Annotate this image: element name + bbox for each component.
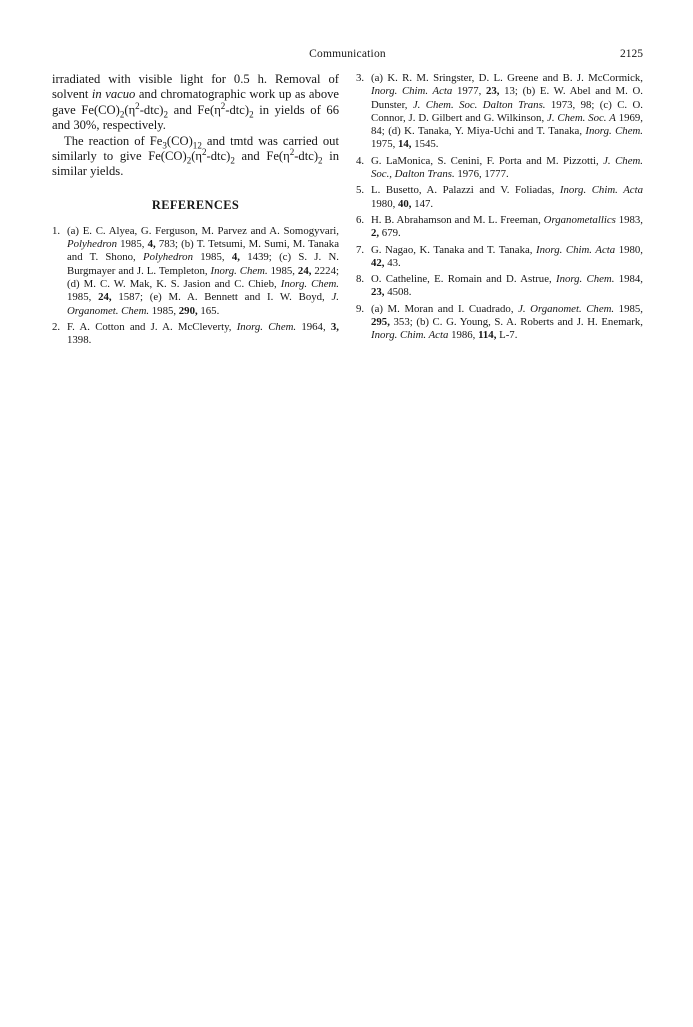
text-run: 114, xyxy=(478,329,497,342)
text-run: 23, xyxy=(485,85,500,98)
right-column xyxy=(356,72,643,346)
text-run: L-7. xyxy=(496,329,518,342)
text-run: (a) E. C. Alyea, G. Ferguson, M. Parvez and A. Somogyvari, xyxy=(67,224,339,237)
text-run: (CO) xyxy=(166,133,193,148)
reference-item xyxy=(356,244,643,271)
text-run: 43. xyxy=(384,256,401,269)
text-run: -dtc) xyxy=(206,149,231,164)
text-run: and Fe(η xyxy=(168,102,221,117)
text-run: 4508. xyxy=(384,286,412,299)
reference-item xyxy=(356,273,643,300)
text-run: 290, xyxy=(178,304,198,317)
text-run: 4, xyxy=(147,238,156,251)
text-run: Polyhedron xyxy=(143,251,193,264)
reference-item xyxy=(356,214,643,241)
reference-number: 1. xyxy=(52,224,61,237)
text-run: and tmtd was carried out similarly to give Fe(CO) xyxy=(52,133,339,164)
text-run: (a) M. Moran and I. Cuadrado, xyxy=(371,302,519,315)
text-run: 1964, xyxy=(296,320,331,333)
text-run: 2 xyxy=(135,100,140,111)
text-run: -dtc) xyxy=(225,102,250,117)
text-run: 2 xyxy=(202,146,207,157)
text-run: and chromatographic work up as above gave Fe(CO) xyxy=(52,87,340,117)
text-run: 295, xyxy=(371,316,390,329)
text-run: 1985, xyxy=(67,291,99,304)
page-header xyxy=(52,48,643,64)
text-run: 1969, 84; (d) K. Tanaka, Y. Miya-Uchi and T. Tanaka, xyxy=(371,111,643,138)
text-run: L. Busetto, A. Palazzi and V. Foliadas, xyxy=(371,184,560,197)
text-run: 1545. xyxy=(411,138,439,151)
references-list-left xyxy=(52,225,339,348)
text-run: 165. xyxy=(197,304,220,317)
reference-number: 5. xyxy=(356,184,365,197)
text-run: 3, xyxy=(330,320,339,333)
text-run: 2 xyxy=(186,155,192,166)
text-run: Inorg. Chem. xyxy=(585,125,643,138)
text-run: 2 xyxy=(230,155,235,166)
text-run: -dtc) xyxy=(139,102,164,117)
text-run: Inorg. Chim. Acta xyxy=(536,243,616,256)
text-run: 1587; (e) M. A. Bennett and I. W. Boyd, xyxy=(111,291,332,304)
text-run: Inorg. Chem. xyxy=(555,273,615,286)
text-run: 2 xyxy=(289,146,295,157)
text-run: (η xyxy=(191,149,202,164)
text-run: 783; (b) T. Tetsumi, M. Sumi, M. Tanaka and T. Shono, xyxy=(67,238,339,264)
text-run: Inorg. Chem. xyxy=(280,278,339,291)
text-run: 14, xyxy=(398,138,412,151)
reference-number: 2. xyxy=(52,320,61,333)
text-run: 3 xyxy=(162,140,167,151)
text-run: H. B. Abrahamson and M. L. Freeman, xyxy=(371,213,544,226)
reference-item xyxy=(356,72,643,152)
text-run: G. Nagao, K. Tanaka and T. Tanaka, xyxy=(371,243,537,256)
text-run: 679. xyxy=(379,227,401,240)
text-run: J. Organomet. Chem. xyxy=(67,291,339,317)
text-run: (a) K. R. M. Sringster, D. L. Greene and B. J. McCormick, xyxy=(371,72,643,84)
text-run: 1975, xyxy=(371,138,398,151)
text-run: Inorg. Chem. xyxy=(236,320,297,333)
references-list-right xyxy=(356,72,643,343)
text-run: J. Chem. Soc. Dalton Trans. xyxy=(412,98,546,111)
reference-item xyxy=(356,184,643,211)
text-run: 12 xyxy=(192,140,202,151)
text-run: F. A. Cotton and J. A. McCleverty, xyxy=(67,320,237,333)
text-run: O. Catheline, E. Romain and D. Astrue, xyxy=(371,273,556,286)
text-run: in similar yields. xyxy=(52,149,339,179)
text-run: Polyhedron xyxy=(67,238,117,251)
text-run: G. LaMonica, S. Cenini, F. Porta and M. Pizzotti, xyxy=(371,154,604,167)
text-run: 1977, xyxy=(452,85,486,98)
text-run: 24, xyxy=(98,291,112,304)
text-run: and Fe(η xyxy=(234,149,290,164)
text-run: 1984, xyxy=(614,273,644,286)
text-run: Inorg. Chim. Acta xyxy=(371,329,449,342)
running-title: Communication xyxy=(309,48,386,60)
reference-number: 7. xyxy=(356,243,365,256)
reference-number: 3. xyxy=(356,72,365,84)
page-number: 2125 xyxy=(620,48,643,60)
text-run: 1980, xyxy=(615,243,643,256)
text-run: in yields of 66 and 30%, respectively. xyxy=(52,102,339,133)
text-run: Inorg. Chim. Acta xyxy=(559,184,643,197)
text-run: Organometallics xyxy=(543,213,616,226)
text-run: 4, xyxy=(231,251,240,264)
reference-item xyxy=(356,303,643,343)
text-run: 42, xyxy=(371,256,385,269)
text-run: 1973, 98; (c) C. O. Connor, J. D. Gilbert and G. Wilkinson, xyxy=(371,98,644,124)
reference-item xyxy=(52,225,339,318)
text-run: 1985, xyxy=(267,264,298,277)
text-run: 1980, xyxy=(371,197,398,210)
left-column xyxy=(52,72,339,351)
text-run: 1985, xyxy=(116,238,148,251)
reference-item xyxy=(52,321,339,348)
reference-number: 9. xyxy=(356,302,365,315)
text-run: 1439; (c) S. J. N. Burgmayer and J. L. Templeton, xyxy=(67,251,339,277)
text-run: 147. xyxy=(411,197,434,210)
text-run: Inorg. Chim. Acta xyxy=(371,85,453,98)
reference-item xyxy=(356,155,643,182)
text-run: irradiated with visible light for 0.5 h. Removal of solvent xyxy=(52,72,339,102)
text-run: 13; (b) E. W. Abel and M. O. Dunster, xyxy=(371,85,643,111)
reference-number: 4. xyxy=(356,154,365,167)
text-run: 24, xyxy=(297,264,312,277)
reference-number: 8. xyxy=(356,273,365,286)
text-run: J. Organomet. Chem. xyxy=(518,302,615,315)
text-run: 1398. xyxy=(67,334,92,347)
text-run: 2 xyxy=(318,155,323,166)
body-paragraph-1 xyxy=(52,72,339,134)
text-run: in vacuo xyxy=(91,87,136,102)
text-run: -dtc) xyxy=(294,149,319,164)
reference-number: 6. xyxy=(356,213,365,226)
text-run: The reaction of Fe xyxy=(64,133,163,148)
text-run: J. Chem. Soc., Dalton Trans. xyxy=(371,154,643,181)
text-run: 1983, xyxy=(615,213,643,226)
text-run: 23, xyxy=(371,286,385,299)
text-run: Inorg. Chem. xyxy=(210,264,268,277)
text-run: 353; (b) C. G. Young, S. A. Roberts and J. H. Enemark, xyxy=(389,316,643,329)
references-heading: REFERENCES xyxy=(151,197,240,212)
text-run: 1986, xyxy=(448,329,479,342)
text-run: 1985, xyxy=(614,302,643,315)
text-run: 40, xyxy=(398,197,412,210)
text-run: 2224; (d) M. C. W. Mak, K. S. Jasion and C. Chieb, xyxy=(67,264,339,291)
text-run: (η xyxy=(124,102,136,117)
text-run: 2, xyxy=(371,227,380,240)
text-run: 1985, xyxy=(192,251,232,264)
text-run: 2 xyxy=(163,109,169,120)
text-run: 2 xyxy=(249,109,254,120)
body-paragraph-2 xyxy=(52,134,339,180)
text-run: 2 xyxy=(119,109,125,120)
text-run: 2 xyxy=(220,100,226,111)
text-run: 1985, xyxy=(149,304,179,317)
text-run: 1976, 1777. xyxy=(454,168,509,181)
text-run: J. Chem. Soc. A xyxy=(547,111,616,124)
